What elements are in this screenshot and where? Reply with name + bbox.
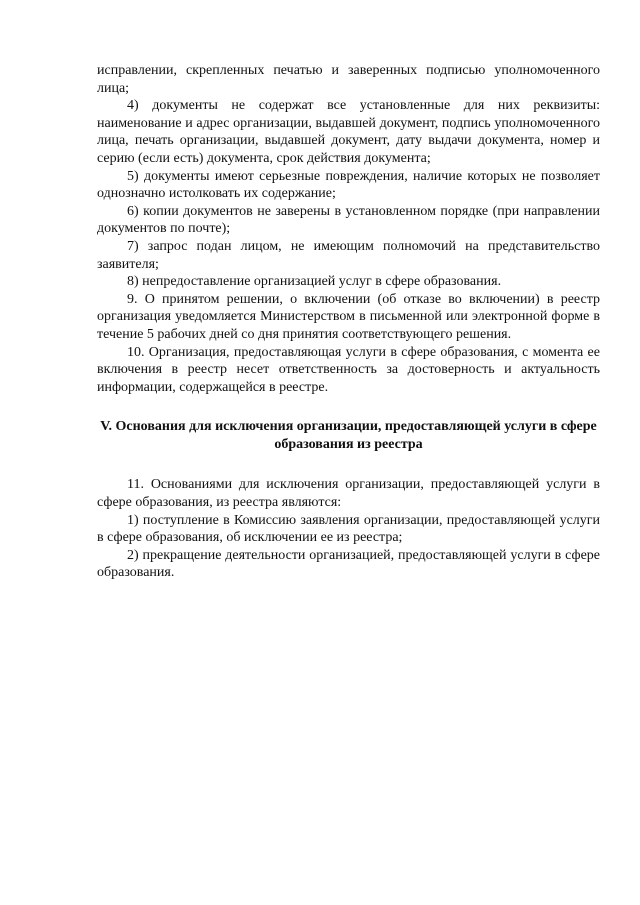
paragraph-sub-2: 2) прекращение деятельности организацией, предоставляющей услуги в сфере образования. (97, 547, 600, 581)
paragraph-clause-11: 11. Основаниями для исключения организации, предоставляющей услуги в сфере образования, из реестра являются: (97, 477, 600, 511)
section-heading: V. Основания для исключения организации, предоставляющей услуги в сфере образования из реестра (100, 419, 597, 452)
paragraph-sub-1: 1) поступление в Комиссию заявления организации, предоставляющей услуги в сфере образования, об исключении ее из реестра; (97, 512, 600, 546)
paragraph-item-8: 8) непредоставление организацией услуг в сфере образования. (127, 274, 502, 290)
paragraph-item-4: 4) документы не содержат все установленные для них реквизиты: наименование и адрес организации, выдавшей документ, подпись уполномоченного лица, печать организации, выдавшей документ, дату выдачи документа, номер и серию (если есть) документа, срок действия документа; (97, 98, 600, 166)
paragraph-clause-10: 10. Организация, предоставляющая услуги в сфере образования, с момента ее включения в реестр несет ответственность за достоверность и актуальность информации, содержащейся в реестре. (97, 344, 600, 395)
paragraph-item-5: 5) документы имеют серьезные повреждения, наличие которых не позволяет однозначно истолковать их содержание; (97, 168, 600, 202)
paragraph-item-6: 6) копии документов не заверены в установленном порядке (при направлении документов по почте); (97, 203, 600, 237)
paragraph-item-7: 7) запрос подан лицом, не имеющим полномочий на представительство заявителя; (97, 238, 600, 272)
document-page (97, 62, 600, 582)
paragraph-clause-9: 9. О принятом решении, о включении (об отказе во включении) в реестр организация уведомляется Министерством в письменной или электронной форме в течение 5 рабочих дней со дня принятия соответствующего решения. (97, 291, 600, 342)
paragraph-continuation: исправлении, скрепленных печатью и заверенных подписью уполномоченного лица; (97, 63, 600, 96)
